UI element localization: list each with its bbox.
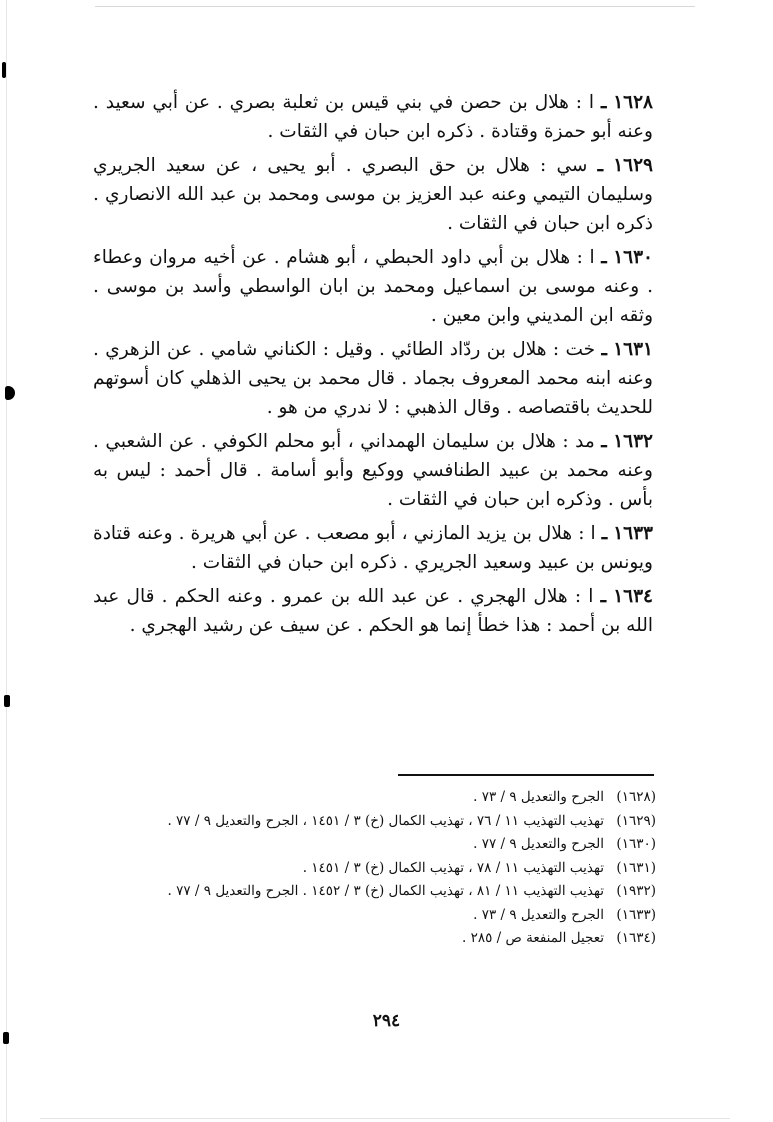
scan-edge-left [6,0,7,1122]
footnote-text: تهذيب التهذيب ١١ / ٨١ ، تهذيب الكمال (خ) ٣ / ١٤٥٢ . الجرح والتعديل ٩ / ٧٧ . [167,883,604,899]
footnote-number: (١٦٣٠) [616,836,656,852]
footnote-text: تعجيل المنفعة ص / ٢٨٥ . [462,930,604,946]
footnote [96,833,656,857]
entry-number: ١٦٢٩ [613,155,653,176]
entry-1631: ١٦٣١ ـ خت : هلال بن ردّاد الطائي . وقيل : الكناني شامي . عن الزهري . وعنه ابنه محمد المعروف بجماد . قال محمد بن يحيى الذهلي كان أسوتهم للحديث باقتصاصه . وقال الذهبي : لا ندري من هو . [93,339,653,418]
entry-number: ١٦٣٤ [613,586,653,607]
scan-edge-bottom [40,1118,730,1119]
entry-1628: ١٦٢٨ ـ ا : هلال بن حصن في بني قيس بن ثعلبة بصري . عن أبي سعيد . وعنه أبو حمزة وقتادة . ذكره ابن حبان في الثقات . [93,92,653,142]
footnote [96,786,656,810]
footnote [96,880,656,904]
footnote-number: (١٦٣١) [616,859,656,876]
footnote [96,810,656,834]
footnote-separator [398,774,654,776]
footnote-number: (١٦٢٩) [616,812,656,829]
entry-number: ١٦٢٨ [613,92,653,113]
entry-number: ١٦٣١ [613,339,653,360]
entry-1630: ١٦٣٠ ـ ا : هلال بن أبي داود الحبطي ، أبو هشام . عن أخيه مروان وعطاء . وعنه موسى بن اسماعيل ومحمد بن ابان الواسطي وأسد بن موسى . وثقه ابن المديني وابن معين . [93,247,653,326]
scan-edge-top [95,6,695,7]
entry-1629: ١٦٢٩ ـ سي : هلال بن حق البصري . أبو يحيى ، عن سعيد الجريري وسليمان التيمي وعنه عبد العزيز بن موسى ومحمد بن عبد الله الانصاري . ذكره ابن حبان في الثقات . [93,155,653,234]
binding-hole-mark [4,695,10,707]
entry-text: ا : هلال الهجري . عن عبد الله بن عمرو . وعنه الحكم . قال عبد الله بن أحمد : هذا خطأ إنما هو الحكم . عن سيف عن رشيد الهجري . [93,586,653,636]
entry-text: ا : هلال بن يزيد المازني ، أبو مصعب . عن أبي هريرة . وعنه قتادة ويونس بن عبيد وسعيد الجريري . ذكره ابن حبان في الثقات . [93,523,653,573]
footnote [96,857,656,881]
footnote-number: (١٦٣٣) [616,906,656,923]
binding-hole-mark [5,386,15,400]
entry-number: ١٦٣٠ [613,247,653,268]
entry-1632: ١٦٣٢ ـ مد : هلال بن سليمان الهمداني ، أبو محلم الكوفي . عن الشعبي . وعنه محمد بن عبيد الطنافسي ووكيع وأبو أسامة . قال أحمد : ليس به بأس . وذكره ابن حبان في الثقات . [93,431,653,510]
footnote-number: (١٦٢٨) [616,789,656,805]
entry-text: ا : هلال بن أبي داود الحبطي ، أبو هشام . عن أخيه مروان وعطاء . وعنه موسى بن اسماعيل ومحمد بن ابان الواسطي وأسد بن موسى . وثقه ابن المديني وابن معين . [93,247,653,326]
footnote-text: تهذيب التهذيب ١١ / ٧٨ ، تهذيب الكمال (خ) ٣ / ١٤٥١ . [302,859,604,876]
footnote [96,904,656,928]
footnote-text: الجرح والتعديل ٩ / ٧٣ . [473,789,604,805]
entry-text: خت : هلال بن ردّاد الطائي . وقيل : الكناني شامي . عن الزهري . وعنه ابنه محمد المعروف بجماد . قال محمد بن يحيى الذهلي كان أسوتهم للحديث باقتصاصه . وقال الذهبي : لا ندري من هو . [93,339,653,418]
entry-text: مد : هلال بن سليمان الهمداني ، أبو محلم الكوفي . عن الشعبي . وعنه محمد بن عبيد الطنافسي ووكيع وأبو أسامة . قال أحمد : ليس به بأس . وذكره ابن حبان في الثقات . [93,431,653,510]
entry-text: سي : هلال بن حق البصري . أبو يحيى ، عن سعيد الجريري وسليمان التيمي وعنه عبد العزيز بن موسى ومحمد بن عبد الله الانصاري . ذكره ابن حبان في الثقات . [93,155,653,234]
entry-text: ا : هلال بن حصن في بني قيس بن ثعلبة بصري . عن أبي سعيد . وعنه أبو حمزة وقتادة . ذكره ابن حبان في الثقات . [93,92,653,142]
footnote-text: الجرح والتعديل ٩ / ٧٧ . [473,836,604,852]
entry-number: ١٦٣٣ [613,523,653,544]
footnote-number: (١٩٣٢) [616,883,656,899]
entry-number: ١٦٣٢ [613,431,653,452]
binding-hole-mark [3,1032,9,1044]
binding-hole-mark [2,62,6,78]
footnote [96,927,656,951]
entry-1634: ١٦٣٤ ـ ا : هلال الهجري . عن عبد الله بن عمرو . وعنه الحكم . قال عبد الله بن أحمد : هذا خطأ إنما هو الحكم . عن سيف عن رشيد الهجري . [93,586,653,636]
footnote-number: (١٦٣٤) [616,930,656,946]
entry-1633: ١٦٣٣ ـ ا : هلال بن يزيد المازني ، أبو مصعب . عن أبي هريرة . وعنه قتادة ويونس بن عبيد وسعيد الجريري . ذكره ابن حبان في الثقات . [93,523,653,573]
footnote-text: تهذيب التهذيب ١١ / ٧٦ ، تهذيب الكمال (خ) ٣ / ١٤٥١ ، الجرح والتعديل ٩ / ٧٧ . [167,812,604,829]
footnotes [96,786,656,951]
footnote-text: الجرح والتعديل ٩ / ٧٣ . [473,906,604,923]
page-number: ٢٩٤ [372,1011,401,1031]
entries-body [93,88,653,645]
